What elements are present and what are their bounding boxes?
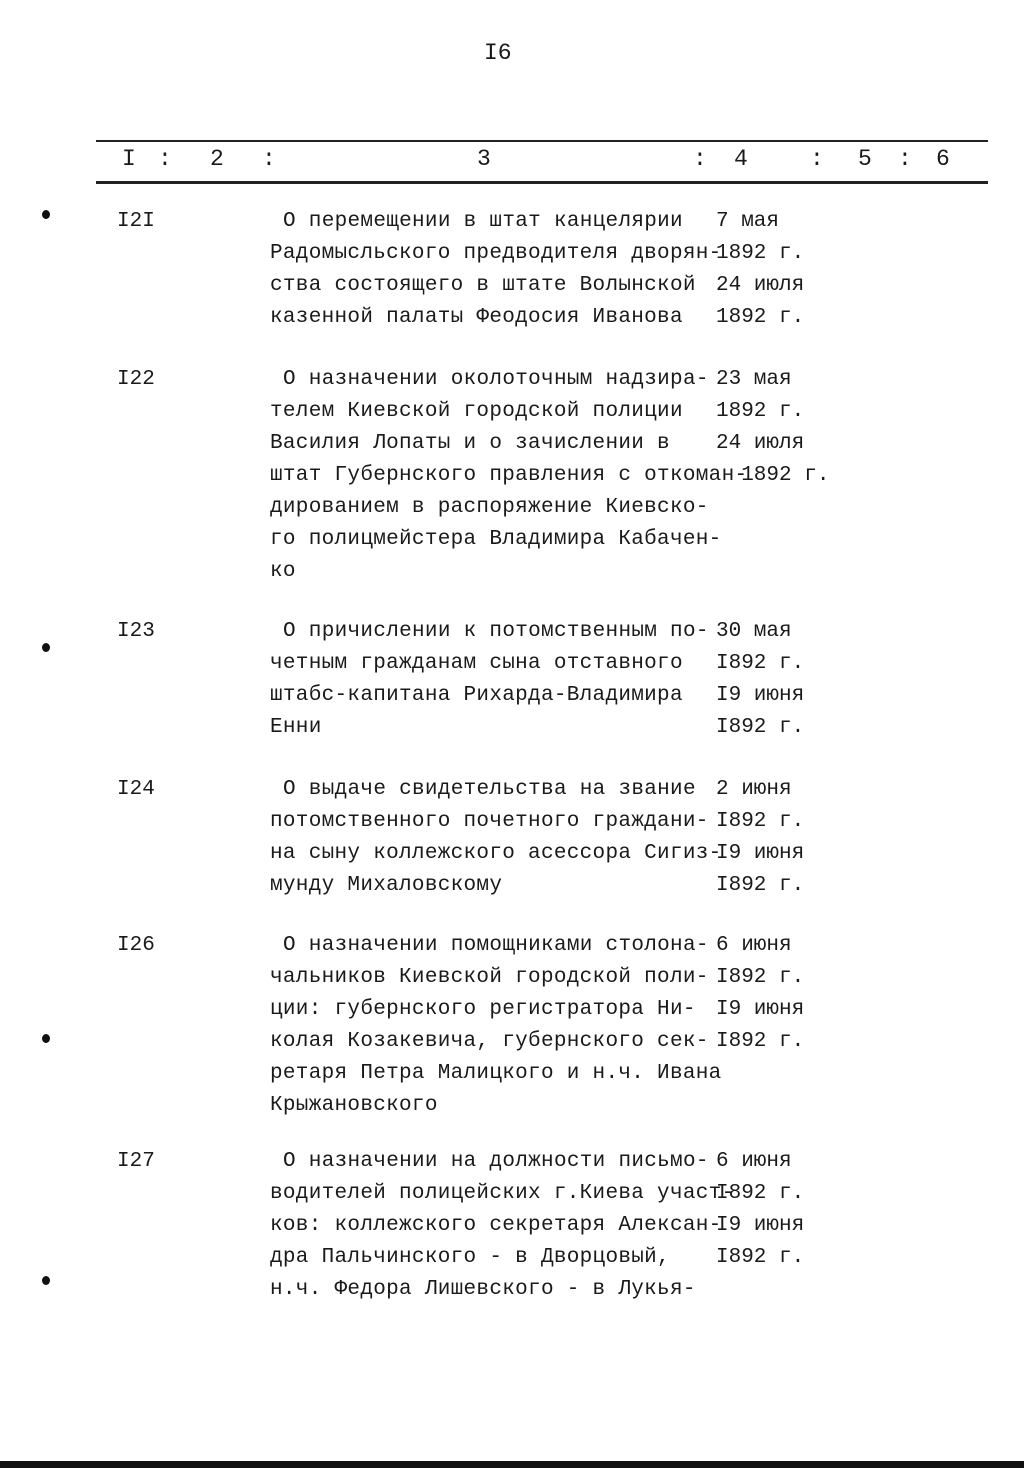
entry-title: [270, 206, 722, 334]
entry-date-line: 6 июня: [716, 1150, 792, 1173]
entry-date-line: 6 июня: [716, 934, 792, 957]
entry-date-line: 1892 г.: [716, 306, 805, 329]
entry-number: I26: [117, 934, 155, 957]
column-header-5: 5: [858, 146, 872, 172]
punch-hole-mark: [42, 1276, 50, 1285]
entry-date-line: 23 мая: [716, 368, 792, 391]
entry-title-line: Енни: [270, 716, 322, 739]
entry-date-line: I9 июня: [716, 998, 805, 1021]
entry-date-line: I9 июня: [716, 1214, 805, 1237]
entry-title-line: чальников Киевской городской поли-: [270, 966, 709, 989]
punch-hole-mark: [42, 643, 50, 652]
entry-date-line: 1892 г.: [716, 400, 805, 423]
entry-title-line: ции: губернского регистратора Ни-: [270, 998, 696, 1021]
column-header-2: 2: [210, 146, 224, 172]
punch-hole-mark: [42, 1034, 50, 1043]
entry-title-line: четным гражданам сына отставного: [270, 652, 683, 675]
entry-title-line: ства состоящего в штате Волынской: [270, 274, 696, 297]
entry-title-line: колая Козакевича, губернского сек-: [270, 1030, 709, 1053]
entry-title: [270, 930, 722, 1122]
column-separator: :: [898, 146, 912, 172]
entry-title-line: ков: коллежского секретаря Алексан-: [270, 1214, 722, 1237]
entry-title-line: дированием в распоряжение Киевско-: [270, 496, 709, 519]
entry-dates: [716, 1146, 804, 1274]
entry-date-line: I892 г.: [716, 1246, 805, 1269]
column-separator: :: [810, 146, 824, 172]
entry-title-line: потомственного почетного граждани-: [270, 810, 709, 833]
entry-date-line: I892 г.: [716, 716, 805, 739]
entry-dates: [716, 616, 804, 744]
scan-bottom-edge: [0, 1461, 1024, 1468]
entry-title-line: штат Губернского правления с откоман-: [270, 464, 748, 487]
entry-title-line: О выдаче свидетельства на звание: [283, 778, 696, 801]
entry-title-line: ко: [270, 560, 296, 583]
entry-date-line: I892 г.: [716, 874, 805, 897]
entry-date-line: 2 июня: [716, 778, 792, 801]
entry-title-line: телем Киевской городской полиции: [270, 400, 683, 423]
entry-title-line: Василия Лопаты и о зачислении в: [270, 432, 670, 455]
entry-title-line: н.ч. Федора Лишевского - в Лукья-: [270, 1278, 696, 1301]
entry-title-line: казенной палаты Феодосия Иванова: [270, 306, 683, 329]
entry-date-line: I892 г.: [716, 1030, 805, 1053]
entry-date-line: I9 июня: [716, 842, 805, 865]
entry-title-line: Крыжановского: [270, 1094, 438, 1117]
column-separator: :: [693, 146, 707, 172]
entry-title-line: О назначении помощниками столона-: [283, 934, 709, 957]
entry-title-line: штабс-капитана Рихарда-Владимира: [270, 684, 683, 707]
entry-dates: [716, 774, 804, 902]
column-separator: :: [158, 146, 172, 172]
entry-date-line: I892 г.: [716, 1182, 805, 1205]
entry-number: I22: [117, 368, 155, 391]
entry-title-line: О назначении на должности письмо-: [283, 1150, 709, 1173]
entry-date-line: 24 июля: [716, 274, 805, 297]
entry-title-line: мунду Михаловскому: [270, 874, 503, 897]
entry-number: I23: [117, 620, 155, 643]
entry-title-line: дра Пальчинского - в Дворцовый,: [270, 1246, 670, 1269]
column-header-3: 3: [477, 146, 491, 172]
entry-date-line: 7 мая: [716, 210, 780, 233]
entry-title-line: го полицмейстера Владимира Кабачен-: [270, 528, 722, 551]
entry-date-line: 1892 г.: [716, 242, 805, 265]
entry-title-line: О причислении к потомственным по-: [283, 620, 709, 643]
table-header-bottom-rule: [96, 181, 988, 184]
entry-title: [270, 1146, 734, 1306]
table-header-top-rule: [96, 140, 988, 142]
entry-date-line: I892 г.: [716, 966, 805, 989]
entry-title-line: Радомысльского предводителя дворян-: [270, 242, 722, 265]
entry-title-line: ретаря Петра Малицкого и н.ч. Ивана: [270, 1062, 722, 1085]
entry-title-line: на сыну коллежского асессора Сигиз-: [270, 842, 722, 865]
entry-date-line: 30 мая: [716, 620, 792, 643]
page-number: I6: [484, 40, 512, 66]
entry-title: [270, 616, 709, 744]
entry-dates: [716, 206, 804, 334]
entry-title-line: водителей полицейских г.Киева участ-: [270, 1182, 735, 1205]
punch-hole-mark: [42, 210, 50, 219]
column-header-4: 4: [734, 146, 748, 172]
entry-date-line: I892 г.: [716, 810, 805, 833]
column-header-6: 6: [936, 146, 950, 172]
column-separator: :: [262, 146, 276, 172]
entry-dates: [716, 364, 829, 492]
entry-date-line: 24 июля: [716, 432, 805, 455]
column-header-1: I: [122, 146, 136, 172]
entry-number: I24: [117, 778, 155, 801]
entry-title-line: О назначении околоточным надзира-: [283, 368, 709, 391]
entry-dates: [716, 930, 804, 1058]
entry-title-line: О перемещении в штат канцелярии: [283, 210, 683, 233]
entry-date-line: I892 г.: [716, 652, 805, 675]
entry-title: [270, 364, 747, 588]
entry-number: I2I: [117, 210, 155, 233]
entry-date-line: I9 июня: [716, 684, 805, 707]
entry-date-line: 1892 г.: [716, 464, 830, 487]
entry-title: [270, 774, 722, 902]
entry-number: I27: [117, 1150, 155, 1173]
